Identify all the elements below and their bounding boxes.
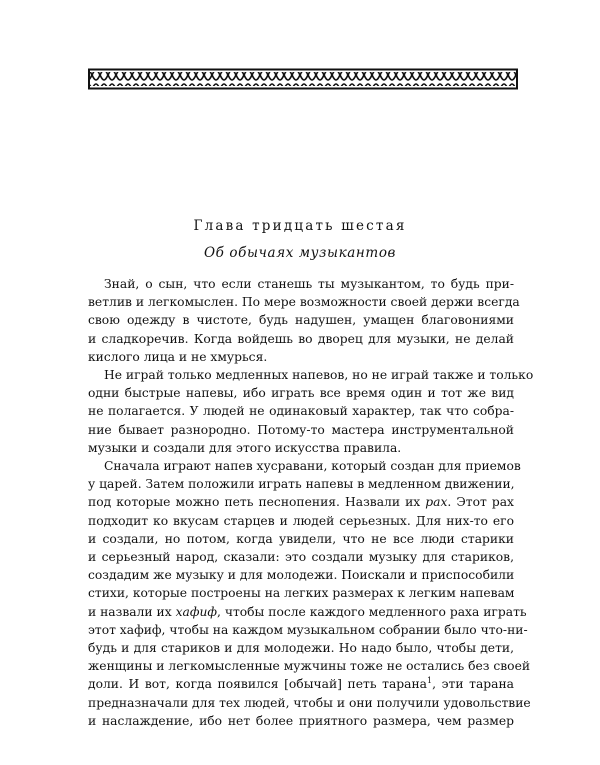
- text-line: этот хафиф, чтобы на каждом музыкальном собрании было что-ни-: [88, 622, 528, 637]
- text-line: и создали, но потом, когда увидели, что не все люди старики: [88, 531, 514, 546]
- text-fragment: , чтобы после каждого медленного раха играть: [217, 604, 527, 619]
- text-line-with-term: [88, 603, 527, 621]
- text-line: подходит ко вкусам старцев и людей серьезных. Для них-то его: [88, 513, 514, 528]
- text-line: ветлив и легкомыслен. По мере возможности своей держи всегда: [88, 295, 520, 310]
- text-line: создадим же музыку и для молодежи. Поискали и приспособили: [88, 568, 515, 583]
- term-khafif: хафиф: [175, 604, 217, 619]
- text-line: не полагается. У людей не одинаковый характер, так что собра-: [88, 404, 514, 419]
- text-line: у царей. Затем положили играть напевы в медленном движении,: [88, 477, 515, 492]
- paragraph-3: [88, 457, 531, 730]
- text-line: будь и для стариков и для молодежи. Но надо было, чтобы дети,: [88, 641, 514, 656]
- text-line: ние бывает разнородно. Потому-то мастера инструментальной: [88, 422, 514, 437]
- text-line: предназначали для тех людей, чтобы и они получили удовольствие: [88, 695, 531, 710]
- chapter-subtitle: Об обычаях музыкантов: [203, 245, 397, 261]
- body-text: [88, 275, 534, 730]
- text-line: женщины и легкомысленные мужчины тоже не остались без своей: [88, 659, 531, 674]
- paragraph-2: [88, 366, 534, 457]
- text-line: и сладкоречив. Когда войдешь во дворец для музыки, не делай: [88, 331, 514, 346]
- term-rah: рах: [425, 495, 448, 510]
- text-fragment: , эти тарана: [432, 677, 514, 692]
- text-line: свою одежду в чистоте, будь надушен, умащен благовониями: [88, 313, 514, 328]
- text-line-with-footnote: [88, 675, 514, 693]
- text-line: музыки и создали для этого искусства правила.: [88, 440, 402, 455]
- text-fragment: доли. И вот, когда появился [обычай] петь тарана: [88, 677, 428, 692]
- text-line: и серьезный народ, сказали: это создали музыку для стариков,: [88, 550, 514, 565]
- text-line: Знай, о сын, что если станешь ты музыкантом, то будь при-: [104, 277, 514, 291]
- text-line: и наслаждение, ибо нет более приятного размера, чем размер: [88, 713, 514, 728]
- text-line: стихи, которые построены на легких размерах к легким напевам: [88, 586, 515, 601]
- text-fragment: . Этот рах: [447, 495, 514, 510]
- text-line-with-term: [88, 493, 514, 511]
- decorative-border-ornament: [88, 68, 518, 90]
- text-line: одни быстрые напевы, ибо играть все время один и тот же вид: [88, 386, 514, 401]
- text-line: Сначала играют напев хусравани, который создан для приемов: [104, 459, 521, 474]
- chapter-title: Глава тридцать шестая: [193, 218, 407, 234]
- text-fragment: и назвали их: [88, 604, 176, 619]
- text-line: кислого лица и не хмурься.: [88, 349, 268, 364]
- paragraph-1: [88, 275, 520, 366]
- footnote-mark[interactable]: 1: [427, 676, 433, 686]
- text-line: Не играй только медленных напевов, но не играй также и только: [104, 368, 534, 383]
- text-fragment: под которые можно петь песнопения. Назвали их: [88, 495, 426, 510]
